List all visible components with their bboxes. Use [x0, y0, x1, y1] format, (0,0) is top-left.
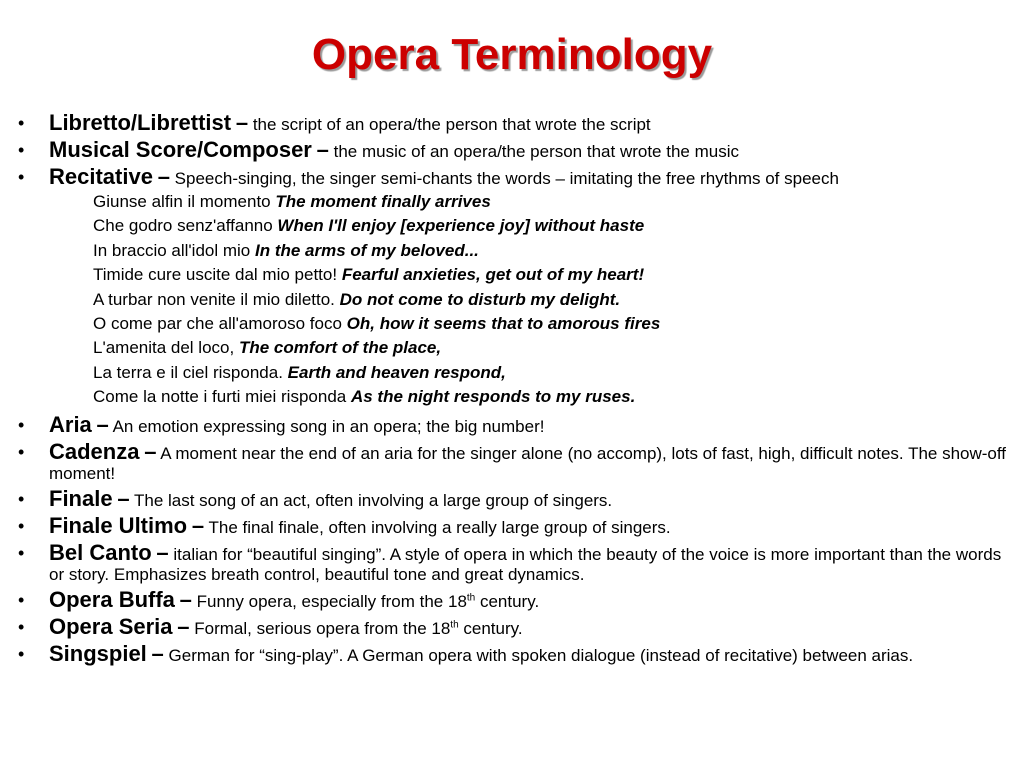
lyric-line: [93, 214, 1008, 238]
italian-text: Come la notte i furti miei risponda: [93, 387, 347, 407]
bullet: •: [18, 616, 25, 637]
english-translation: Do not come to disturb my delight.: [339, 289, 621, 309]
bullet: •: [18, 643, 25, 664]
definition-text: Funny opera, especially from the 18: [196, 591, 467, 611]
term-musical-score: [18, 137, 1008, 162]
bullet: •: [18, 113, 25, 133]
term-name: Musical Score/Composer: [49, 137, 312, 162]
lyric-line: [93, 361, 1008, 385]
term-name: Libretto/Librettist: [49, 110, 232, 135]
bullet: •: [18, 441, 25, 462]
term-definition: [197, 592, 540, 611]
bullet: •: [18, 542, 25, 563]
term-separator: –: [151, 640, 164, 666]
slide-title: Opera Terminology: [311, 30, 713, 79]
term-definition: The final finale, often involving a really large group of singers.: [208, 517, 671, 537]
term-bel-canto: [18, 539, 1008, 585]
english-translation: Earth and heaven respond,: [287, 362, 506, 382]
italian-text: O come par che all'amoroso foco: [93, 314, 342, 334]
english-translation: Fearful anxieties, get out of my heart!: [341, 265, 645, 285]
term-definition: italian for “beautiful singing”. A style of opera in which the beauty of the voice is more important than the words or story. Emphasizes breath control, beautiful tone and great dynamics.: [49, 544, 1002, 584]
italian-text: Giunse alfin il momento: [93, 192, 271, 211]
term-separator: –: [235, 110, 249, 135]
term-name: Finale: [49, 485, 113, 511]
term-opera-buffa: [18, 586, 1008, 612]
lyric-line: [93, 385, 1008, 409]
english-translation: Oh, how it seems that to amorous fires: [346, 314, 661, 334]
lyric-line: [93, 239, 1008, 263]
bullet: •: [18, 515, 25, 536]
bullet: •: [18, 488, 25, 509]
ordinal-suffix: th: [450, 619, 459, 630]
term-list: [18, 110, 1008, 671]
term-separator: –: [157, 164, 170, 189]
italian-text: In braccio all'idol mio: [93, 240, 251, 260]
term-name: Finale Ultimo: [49, 512, 188, 538]
bullet: •: [18, 589, 25, 610]
term-cadenza: [18, 438, 1008, 484]
term-definition: Speech-singing, the singer semi-chants the words – imitating the free rhythms of speech: [174, 169, 839, 188]
term-definition: An emotion expressing song in an opera; the big number!: [112, 416, 545, 436]
italian-text: Timide cure uscite dal mio petto!: [93, 265, 338, 285]
italian-text: La terra e il ciel risponda.: [93, 362, 283, 382]
term-name: Bel Canto: [49, 539, 152, 565]
ordinal-suffix: th: [466, 592, 476, 603]
term-definition: German for “sing-play”. A German opera with spoken dialogue (instead of recitative) between arias.: [168, 645, 914, 665]
term-name: Singspiel: [49, 640, 147, 666]
term-definition: the music of an opera/the person that wrote the music: [333, 142, 739, 161]
term-finale: [18, 485, 1008, 511]
italian-text: A turbar non venite il mio diletto.: [93, 289, 335, 309]
italian-text: L'amenita del loco,: [93, 338, 235, 358]
lyric-line: [93, 263, 1008, 287]
term-name: Aria: [49, 411, 92, 437]
lyric-line: [93, 336, 1008, 360]
term-separator: –: [179, 586, 192, 612]
italian-text: Che godro senz'affanno: [93, 216, 273, 236]
term-separator: –: [191, 512, 205, 538]
term-name: Opera Buffa: [49, 586, 175, 612]
bullet: •: [18, 140, 25, 160]
definition-text: Formal, serious opera from the 18: [194, 618, 451, 638]
term-definition: the script of an opera/the person that wrote the script: [252, 115, 651, 134]
definition-text-end: century.: [475, 591, 540, 611]
english-translation: The comfort of the place,: [238, 338, 442, 358]
term-name: Opera Seria: [49, 613, 173, 639]
term-name: Cadenza: [49, 438, 140, 464]
english-translation: As the night responds to my ruses.: [350, 387, 636, 407]
term-separator: –: [117, 485, 130, 511]
term-definition: [194, 619, 522, 638]
recitative-lyrics: [93, 190, 1008, 410]
term-separator: –: [156, 539, 169, 565]
term-separator: –: [177, 613, 190, 639]
term-definition: The last song of an act, often involving a large group of singers.: [133, 490, 613, 510]
lyric-line: [93, 190, 1008, 214]
term-separator: –: [316, 137, 329, 162]
term-separator: –: [96, 411, 109, 437]
term-aria: [18, 411, 1008, 437]
bullet: •: [18, 167, 25, 187]
english-translation: In the arms of my beloved...: [255, 240, 479, 260]
term-recitative: [18, 164, 1008, 410]
term-singspiel: [18, 640, 1008, 666]
term-libretto: [18, 110, 1008, 135]
english-translation: The moment finally arrives: [275, 192, 491, 211]
term-definition: A moment near the end of an aria for the singer alone (no accomp), lots of fast, high, difficult notes. The show-off moment!: [49, 443, 1007, 483]
lyric-line: [93, 288, 1008, 312]
english-translation: When I'll enjoy [experience joy] without haste: [277, 216, 645, 236]
term-name: Recitative: [49, 164, 153, 189]
definition-text-end: century.: [458, 618, 523, 638]
lyric-line: [93, 312, 1008, 336]
term-finale-ultimo: [18, 512, 1008, 538]
bullet: •: [18, 414, 25, 435]
term-opera-seria: [18, 613, 1008, 639]
term-separator: –: [144, 438, 157, 464]
